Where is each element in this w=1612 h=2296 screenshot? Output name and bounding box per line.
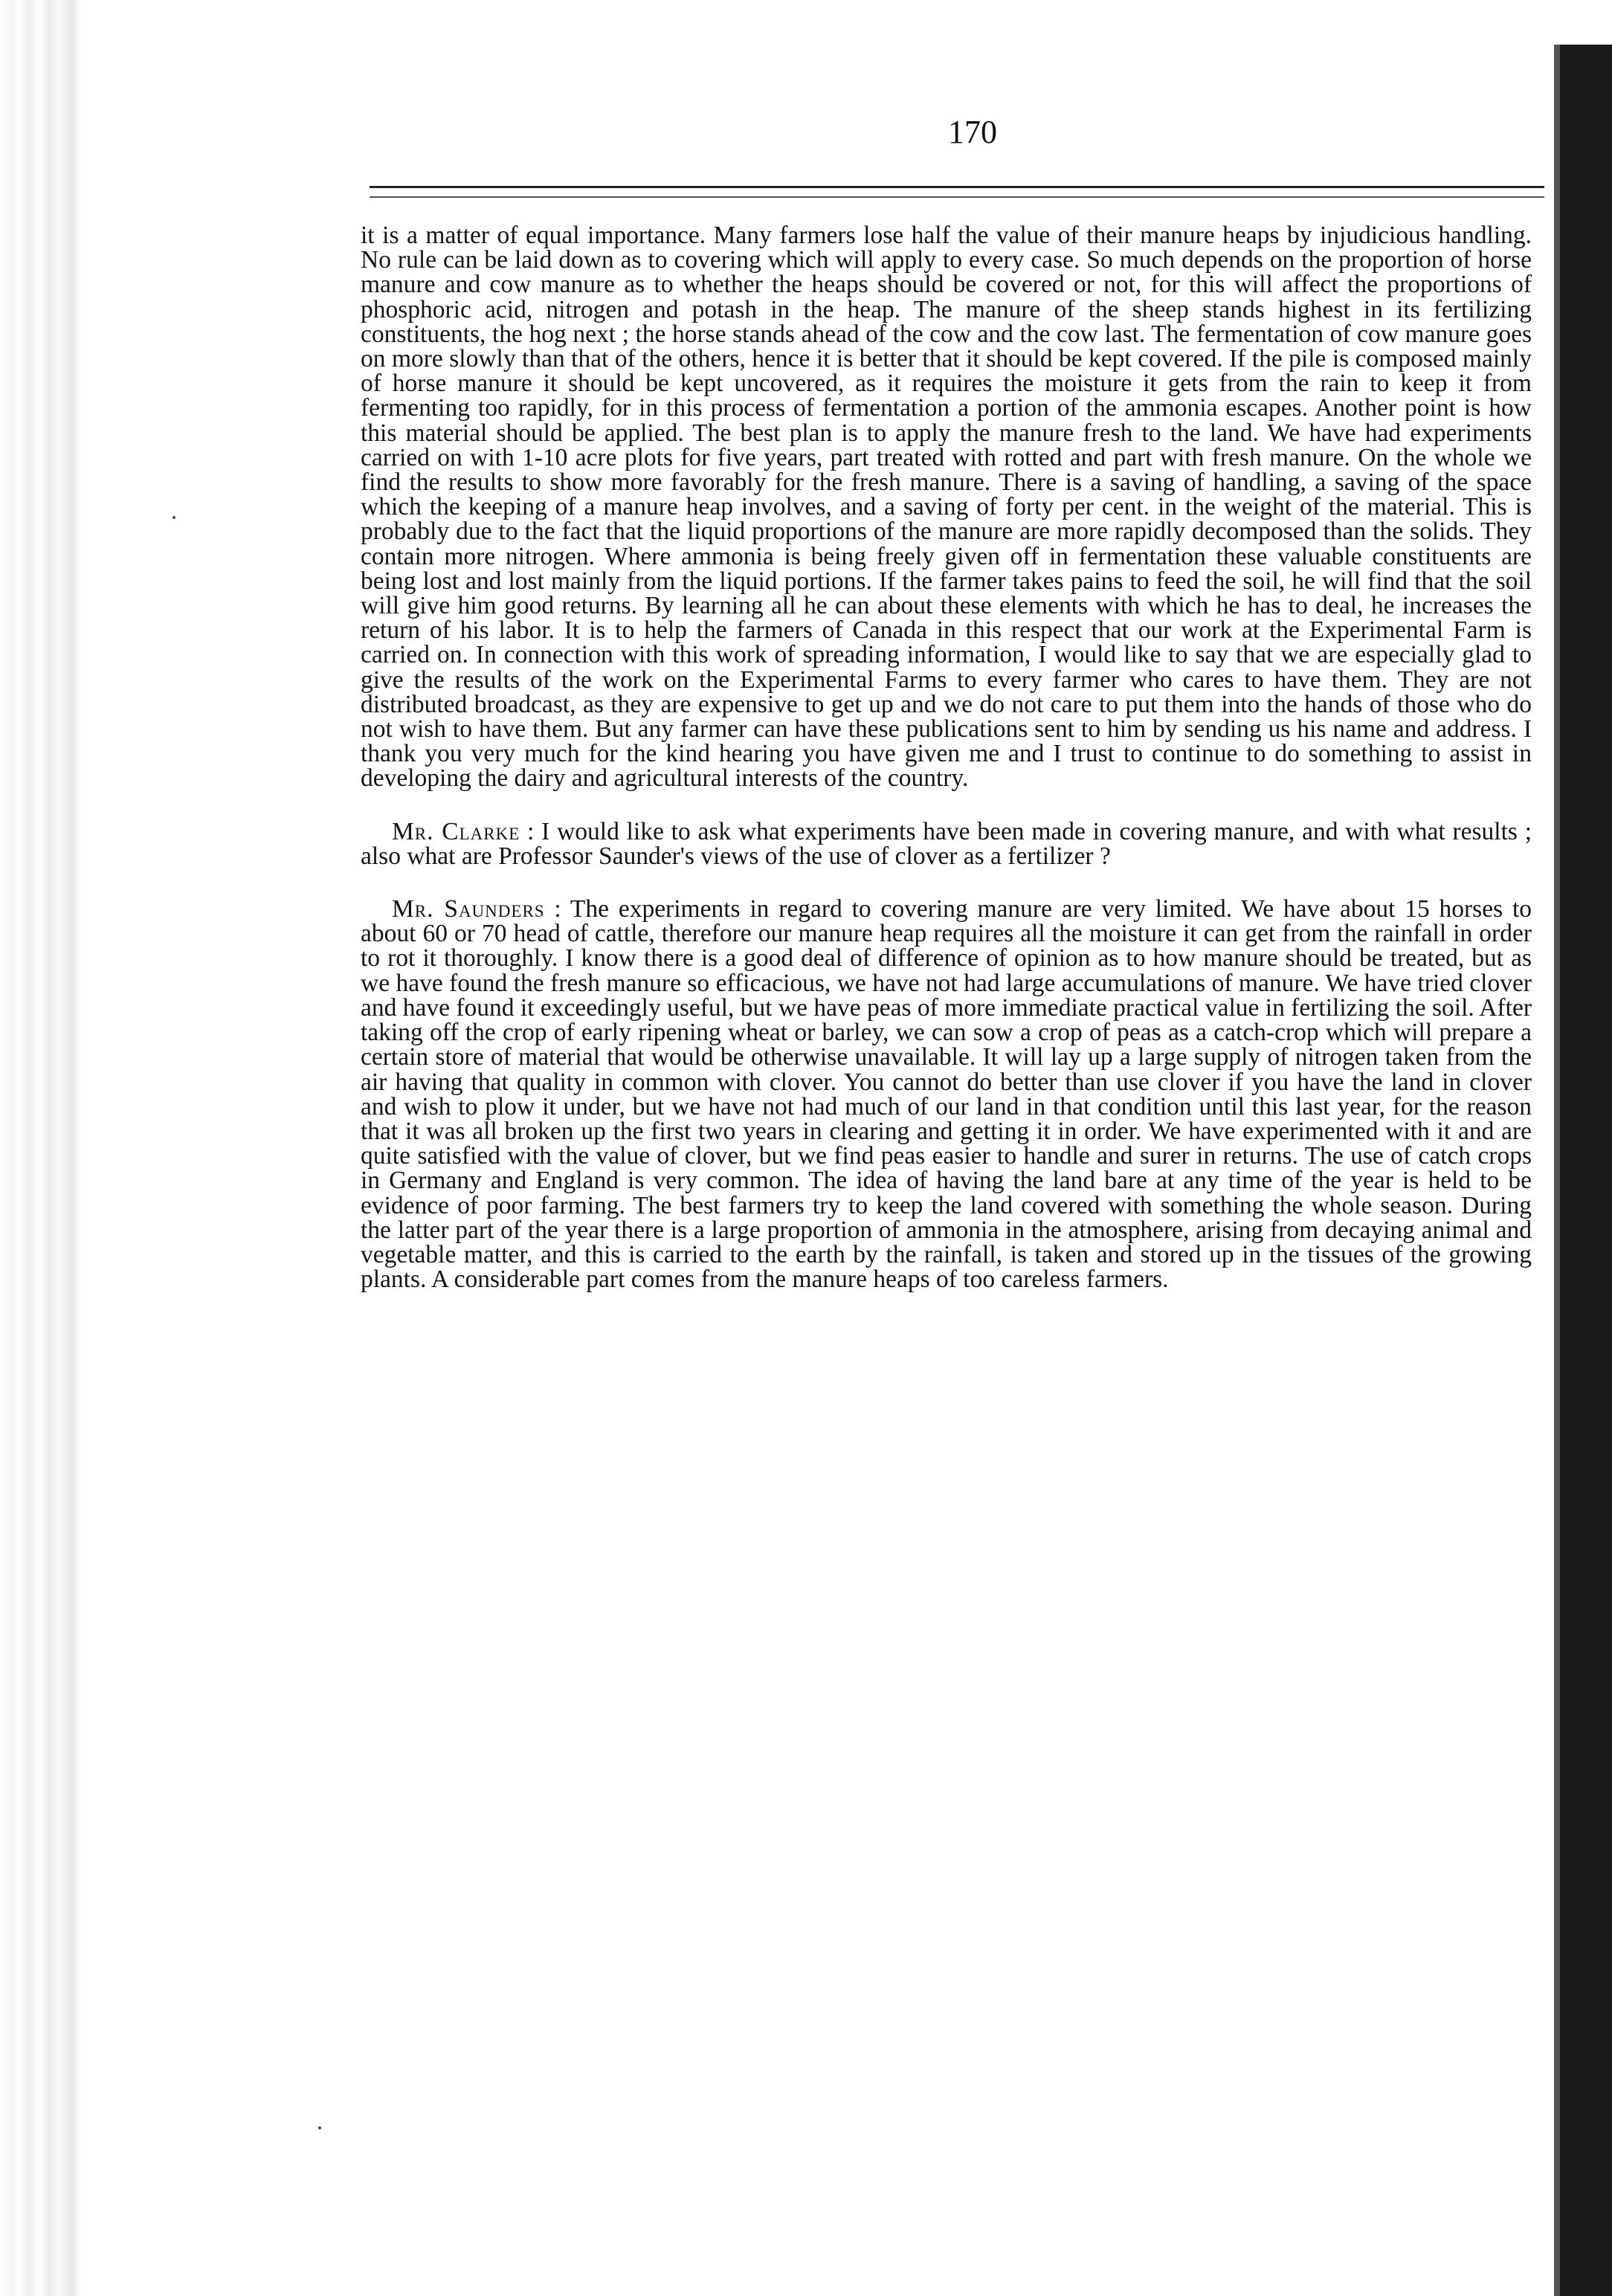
paragraph-3: [361, 897, 1532, 1292]
speaker-name: Mr. Saunders: [392, 895, 545, 923]
body-text: [361, 223, 1532, 1292]
page-number: 170: [948, 114, 997, 150]
paragraph-1: it is a matter of equal importance. Many farmers lose half the value of their manure heaps by injudicious handling. No rule can be laid down as to covering which will apply to every case. So much depends on the proportion of horse manure and cow manure as to whether the heaps should be covered or not, for this will affect the proportions of phosphoric acid, nitrogen and potash in the heap. The manure of the sheep stands highest in its fertilizing constituents, the hog next ; the horse stands ahead of the cow and the cow last. The fermentation of cow manure goes on more slowly than that of the others, hence it is better that it should be kept covered. If the pile is composed mainly of horse manure it should be kept uncovered, as it requires the moisture it gets from the rain to keep it from fermenting too rapidly, for in this process of fermentation a portion of the ammonia escapes. Another point is how this material should be applied. The best plan is to apply the manure fresh to the land. We have had experiments carried on with 1-10 acre plots for five years, part treated with rotted and part with fresh manure. On the whole we find the results to show more favorably for the fresh manure. There is a saving of handling, a saving of the space which the keeping of a manure heap involves, and a saving of forty per cent. in the weight of the material. This is probably due to the fact that the liquid proportions of the manure are more rapidly decomposed than the solids. They contain more nitrogen. Where ammonia is being freely given off in fermentation these valuable constituents are being lost and lost mainly from the liquid portions. If the farmer takes pains to feed the soil, he will find that the soil will give him good returns. By learning all he can about these elements with which he has to deal, he increases the return of his labor. It is to help the farmers of Canada in this respect that our work at the Experimental Farm is carried on. In connection with this work of spreading information, I would like to say that we are especially glad to give the results of the work on the Experimental Farms to every farmer who cares to have them. They are not distributed broadcast, as they are expensive to get up and we do not care to put them into the hands of those who do not wish to have them. But any farmer can have these publications sent to him by sending us his name and address. I thank you very much for the kind hearing you have given me and I trust to continue to do something to assist in developing the dairy and agricultural interests of the country.: [361, 222, 1532, 793]
paragraph-2: [361, 819, 1532, 868]
speaker-name: Mr. Clarke: [392, 817, 520, 845]
paragraph-2-text: : I would like to ask what experiments have been made in covering manure, and with what results ; also what are Professor Saunder's views of the use of clover as a fertilizer ?: [361, 817, 1532, 870]
header-rule: [370, 186, 1544, 188]
header-rule-secondary: [370, 196, 1544, 198]
binding-edge: [1554, 45, 1560, 2296]
page-edge-stack: [0, 0, 97, 2296]
scan-speck: [173, 516, 175, 519]
scan-speck: [318, 2126, 321, 2129]
paragraph-3-text: : The experiments in regard to covering manure are very limited. We have about 15 horses to about 60 or 70 head of cattle, therefore our manure heap requires all the moisture it can get from the rainfall in order to rot it thoroughly. I know there is a good deal of difference of opinion as to how manure should be treated, but as we have found the fresh manure so efficacious, we have not had large accumulations of manure. We have tried clover and have found it exceedingly useful, but we have peas of more immediate practical value in fertilizing the soil. After taking off the crop of early ripening wheat or barley, we can sow a crop of peas as a catch-crop which will prepare a certain store of material that would be otherwise unavailable. It will lay up a large supply of nitrogen taken from the air having that quality in common with clover. You cannot do better than use clover if you have the land in clover and wish to plow it under, but we have not had much of our land in that condition until this last year, for the reason that it was all broken up the first two years in clearing and getting it in order. We have experimented with it and are quite satisfied with the value of clover, but we find peas easier to handle and surer in returns. The use of catch crops in Germany and England is very common. The idea of having the land bare at any time of the year is held to be evidence of poor farming. The best farmers try to keep the land covered with something the whole season. During the latter part of the year there is a large proportion of ammonia in the atmosphere, arising from decaying animal and vegetable matter, and this is carried to the earth by the rainfall, is taken and stored up in the tissues of the growing plants. A considerable part comes from the manure heaps of too careless farmers.: [361, 895, 1532, 1294]
paragraph-gap: [361, 868, 1532, 897]
binding-shadow: [1560, 45, 1612, 2296]
paragraph-gap: [361, 791, 1532, 819]
